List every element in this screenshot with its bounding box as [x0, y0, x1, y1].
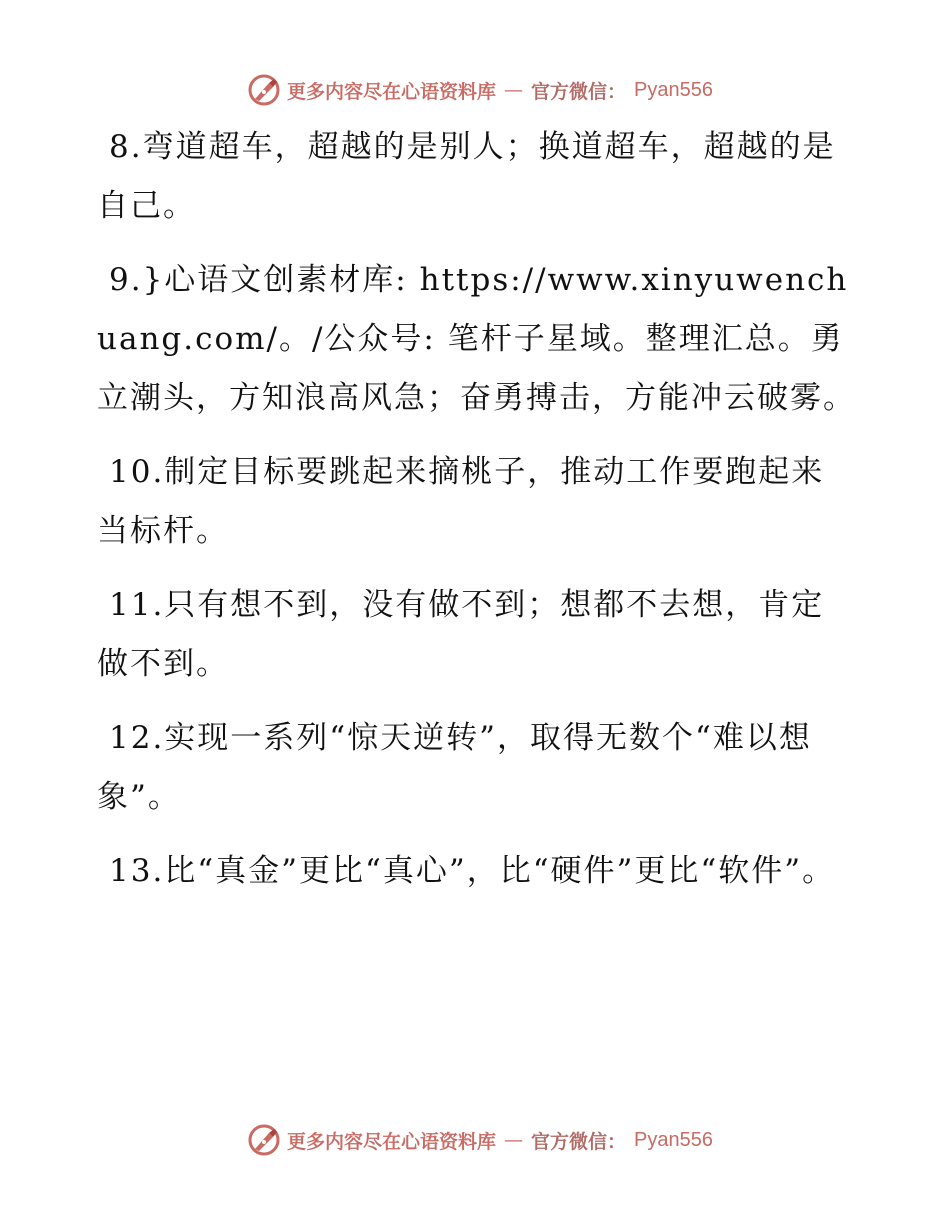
header-banner-inner [237, 73, 713, 107]
footer-banner [0, 1120, 950, 1160]
paragraph-12: 12.实现一系列“惊天逆转”，取得无数个“难以想象”。 [97, 720, 812, 815]
paragraph-9: 9.}心语文创素材库: https://www.xinyuwenchuang.com/。/公众号: 笔杆子星域。整理汇总。勇立潮头，方知浪高风急；奋勇搏击，方能冲云破雾。 [97, 262, 856, 416]
paragraph-13: 13.比“真金”更比“真心”，比“硬件”更比“软件”。 [109, 853, 836, 889]
pen-nib-logo-icon [247, 73, 281, 107]
footer-banner-text: 更多内容尽在心语资料库 [287, 1130, 497, 1153]
footer-contact-label: 官方微信： [531, 1130, 627, 1153]
footer-contact-value: Pyan556 [634, 1128, 713, 1151]
footer-banner-inner [237, 1123, 713, 1157]
header-banner-separator: — [504, 79, 524, 101]
header-contact-value: Pyan556 [634, 78, 713, 101]
paragraph-10: 10.制定目标要跳起来摘桃子，推动工作要跑起来当标杆。 [97, 454, 825, 549]
paragraph-8: 8.弯道超车，超越的是别人；换道超车，超越的是自己。 [97, 129, 836, 224]
header-banner [0, 70, 950, 110]
footer-banner-separator: — [504, 1129, 524, 1151]
pen-nib-logo-icon [247, 1123, 281, 1157]
header-contact-label: 官方微信： [531, 80, 627, 103]
document-body [97, 118, 857, 916]
header-banner-text: 更多内容尽在心语资料库 [287, 80, 497, 103]
paragraph-11: 11.只有想不到，没有做不到；想都不去想，肯定做不到。 [97, 587, 825, 682]
